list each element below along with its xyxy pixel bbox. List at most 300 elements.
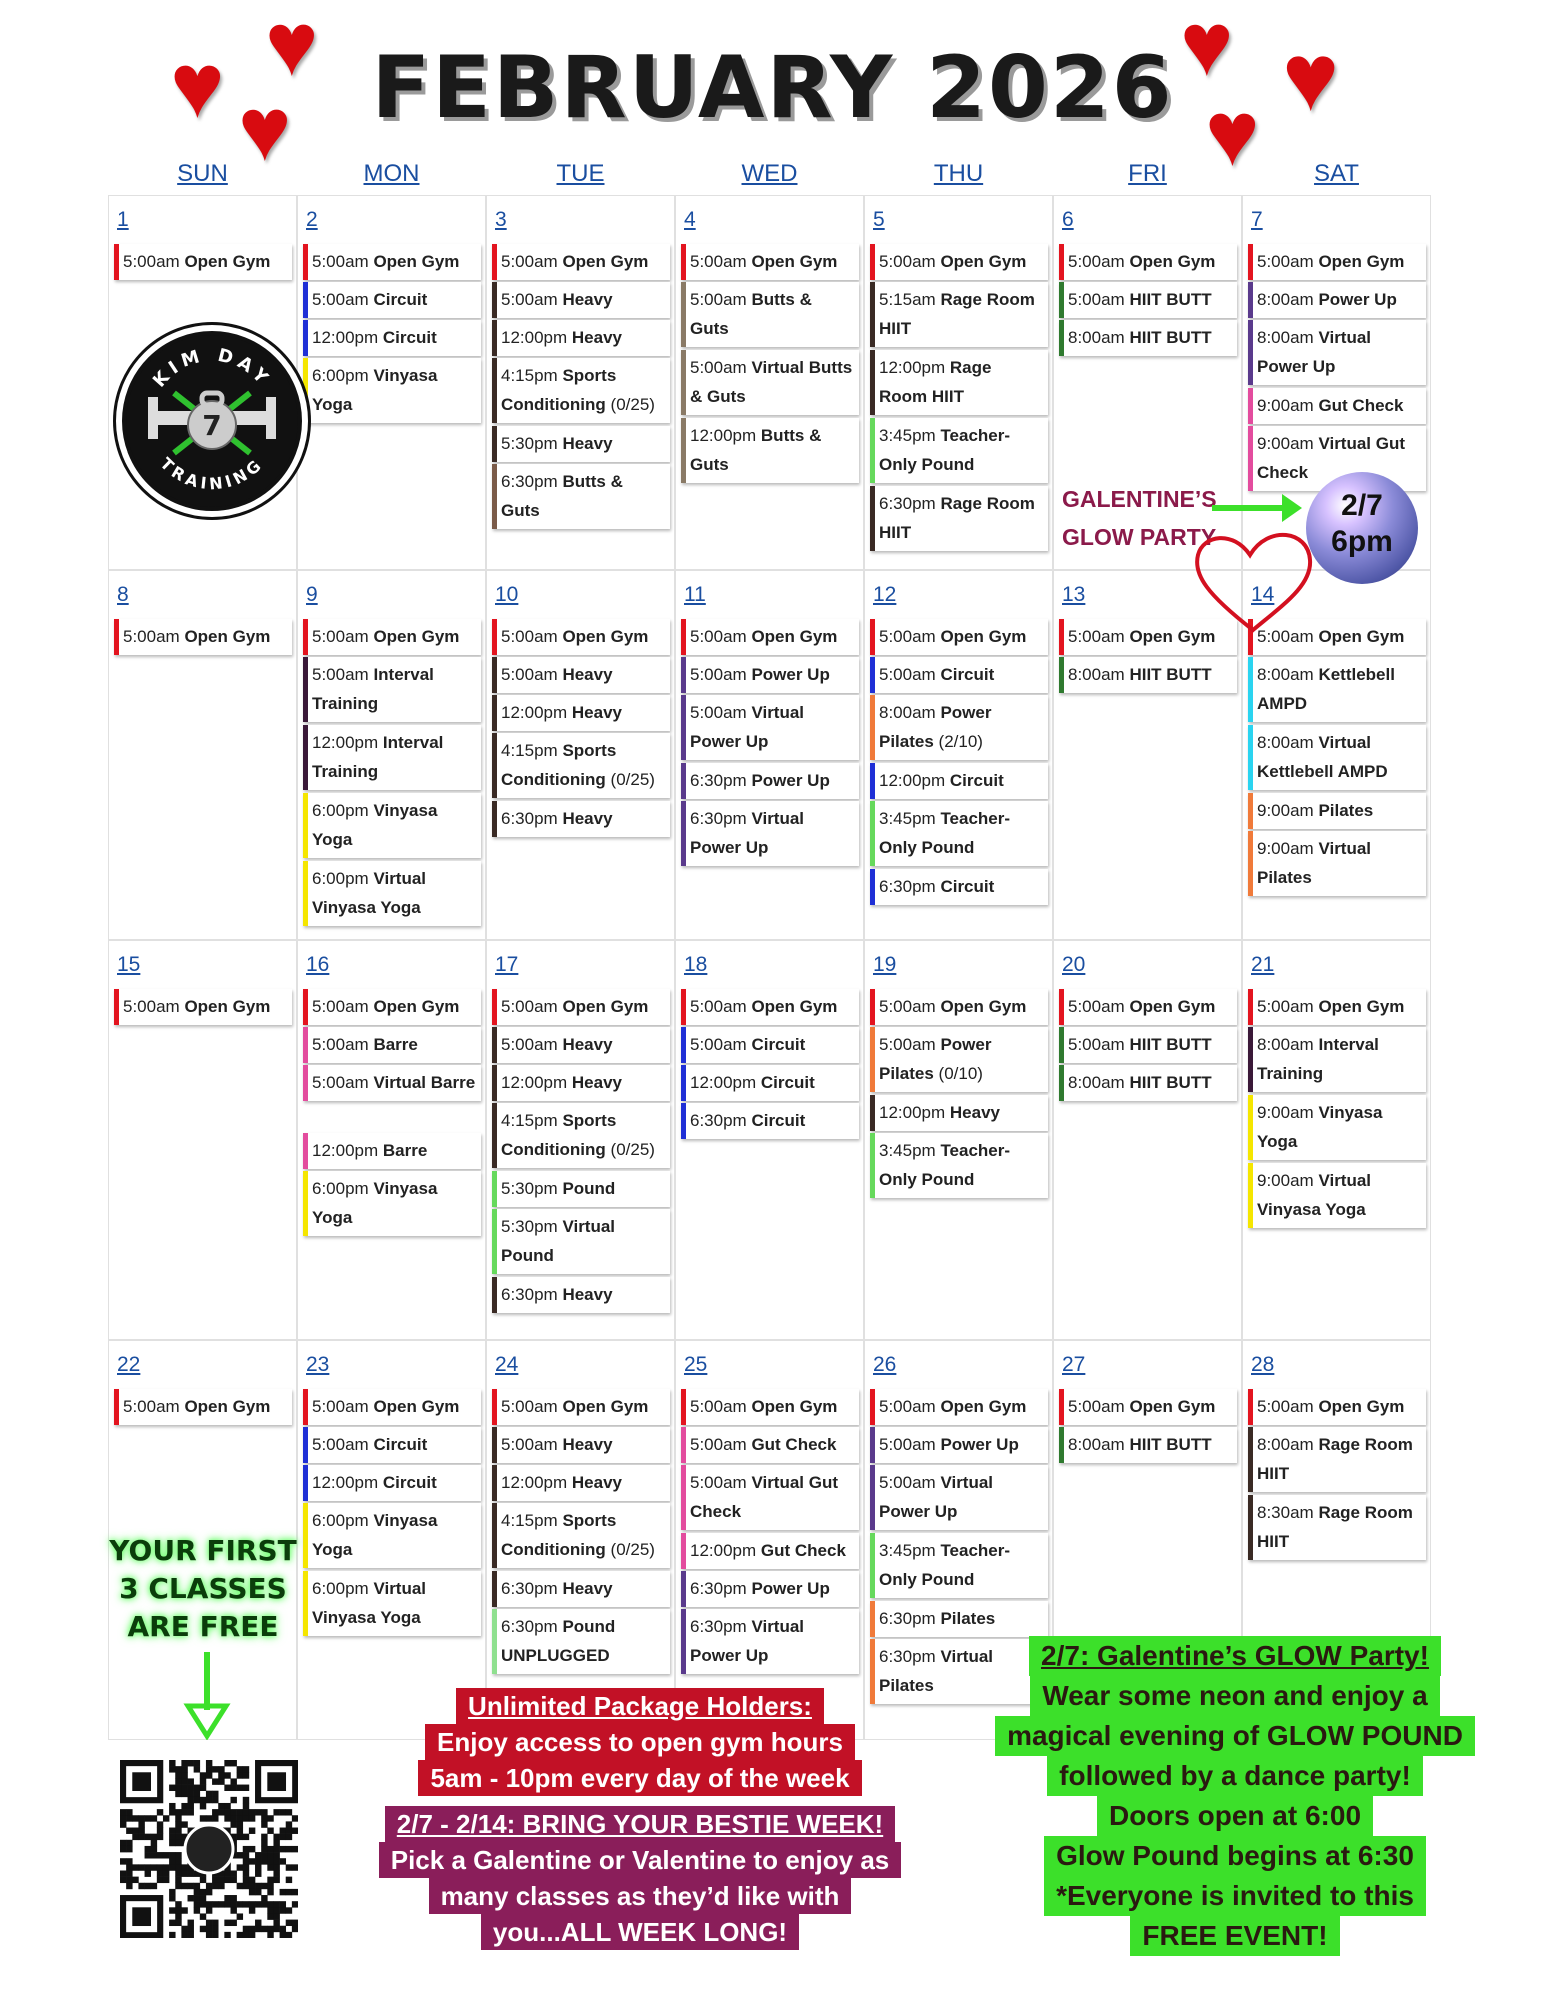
event-capacity: (0/25) [605, 770, 655, 789]
event-time: 4:15pm [501, 1111, 558, 1130]
event-time: 6:30pm [690, 1579, 747, 1598]
event-time: 5:00am [879, 252, 936, 271]
event-name: Sports Conditioning [501, 741, 617, 789]
class-event[interactable] [1248, 1495, 1426, 1560]
day-number[interactable]: 17 [495, 953, 519, 976]
event-time: 8:00am [1257, 290, 1314, 309]
event-name: Heavy [562, 665, 613, 684]
event-time: 5:00am [501, 1035, 558, 1054]
day-number[interactable]: 22 [117, 1353, 141, 1376]
class-event[interactable] [303, 1027, 481, 1063]
class-event[interactable] [492, 733, 670, 798]
day-cell [1053, 940, 1242, 1340]
class-event[interactable] [1248, 831, 1426, 896]
event-time: 5:00am [501, 1435, 558, 1454]
event-time: 8:00am [1257, 733, 1314, 752]
class-event[interactable] [681, 657, 859, 693]
day-number[interactable]: 28 [1251, 1353, 1275, 1376]
class-event[interactable] [1248, 725, 1426, 790]
class-event[interactable] [1059, 989, 1237, 1025]
class-event[interactable] [1248, 320, 1426, 385]
event-name: Interval Training [1257, 1035, 1379, 1083]
event-name: Sports Conditioning [501, 1111, 617, 1159]
event-name: Open Gym [184, 627, 271, 646]
day-number[interactable]: 16 [306, 953, 330, 976]
event-name: Open Gym [373, 252, 460, 271]
event-time: 5:00am [690, 1035, 747, 1054]
event-time: 5:00am [1068, 1035, 1125, 1054]
day-cell [675, 195, 864, 570]
event-time: 5:00am [690, 665, 747, 684]
class-event[interactable] [681, 418, 859, 483]
class-event[interactable] [303, 358, 481, 423]
class-event[interactable] [492, 1171, 670, 1207]
day-number[interactable]: 15 [117, 953, 141, 976]
heart-outline-icon [1188, 520, 1318, 640]
class-event[interactable] [1059, 1065, 1237, 1101]
class-event[interactable] [1059, 282, 1237, 318]
event-time: 5:00am [879, 665, 936, 684]
event-name: Virtual Butts & Guts [690, 358, 853, 406]
class-event[interactable] [870, 763, 1048, 799]
event-time: 9:00am [1257, 801, 1314, 820]
class-event[interactable] [1248, 1027, 1426, 1092]
bestie-banner [360, 1806, 920, 1950]
day-number[interactable]: 8 [117, 583, 129, 606]
class-event[interactable] [681, 619, 859, 655]
class-event[interactable] [1248, 793, 1426, 829]
event-name: Virtual Power Up [879, 1473, 994, 1521]
day-number[interactable]: 25 [684, 1353, 708, 1376]
class-event[interactable] [870, 1095, 1048, 1131]
event-time: 5:00am [312, 665, 369, 684]
event-time: 6:00pm [312, 1511, 369, 1530]
class-event[interactable] [303, 1571, 481, 1636]
class-event[interactable] [870, 801, 1048, 866]
class-event[interactable] [870, 486, 1048, 551]
glow-line: Doors open at 6:00 [1097, 1796, 1373, 1836]
event-time: 5:00am [501, 1397, 558, 1416]
class-event[interactable] [870, 282, 1048, 347]
class-event[interactable] [1248, 1427, 1426, 1492]
event-name: Open Gym [751, 1397, 838, 1416]
class-event[interactable] [303, 989, 481, 1025]
class-event[interactable] [870, 350, 1048, 415]
event-time: 6:30pm [690, 1111, 747, 1130]
day-number[interactable]: 18 [684, 953, 708, 976]
event-time: 5:00am [690, 358, 747, 377]
event-name: Teacher-Only Pound [879, 426, 1011, 474]
event-name: Heavy [562, 1435, 613, 1454]
class-event[interactable] [492, 695, 670, 731]
day-number[interactable]: 19 [873, 953, 897, 976]
class-event[interactable] [681, 244, 859, 280]
event-time: 5:00am [1068, 1397, 1125, 1416]
disco-time: 6pm [1331, 525, 1393, 558]
event-name: Gut Check [751, 1435, 837, 1454]
event-time: 6:00pm [312, 1579, 369, 1598]
event-time: 6:30pm [690, 809, 747, 828]
bestie-heading: 2/7 - 2/14: BRING YOUR BESTIE WEEK! [385, 1806, 895, 1842]
day-number[interactable]: 26 [873, 1353, 897, 1376]
class-event[interactable] [492, 1427, 670, 1463]
class-event[interactable] [492, 1065, 670, 1101]
class-event[interactable] [681, 763, 859, 799]
event-time: 12:00pm [690, 1073, 757, 1092]
event-time: 5:00am [1068, 997, 1125, 1016]
class-event[interactable] [492, 1465, 670, 1501]
weekday-label: SAT [1314, 160, 1359, 187]
class-event[interactable] [1059, 1427, 1237, 1463]
class-event[interactable] [870, 244, 1048, 280]
event-time: 6:00pm [312, 869, 369, 888]
class-event[interactable] [1059, 657, 1237, 693]
event-time: 5:00am [1257, 997, 1314, 1016]
event-name: Circuit [940, 665, 995, 684]
day-cell [864, 940, 1053, 1340]
event-name: Circuit [760, 1073, 815, 1092]
day-number[interactable]: 2 [306, 208, 318, 231]
event-name: Barre [373, 1035, 418, 1054]
class-event[interactable] [492, 1103, 670, 1168]
event-name: Sports Conditioning [501, 1511, 617, 1559]
class-event[interactable] [681, 1103, 859, 1139]
class-event[interactable] [1059, 1389, 1237, 1425]
event-name: Barre [382, 1141, 428, 1160]
event-name: Open Gym [1129, 997, 1216, 1016]
class-event[interactable] [492, 1389, 670, 1425]
day-cell [297, 570, 486, 940]
event-name: Butts & Guts [690, 426, 822, 474]
class-event[interactable] [870, 1027, 1048, 1092]
event-name: Circuit [751, 1111, 806, 1130]
class-event[interactable] [1059, 244, 1237, 280]
class-event[interactable] [492, 1503, 670, 1568]
event-name: Power Pilates [879, 1035, 992, 1083]
event-time: 5:00am [690, 1473, 747, 1492]
day-number[interactable]: 9 [306, 583, 318, 606]
class-event[interactable] [870, 657, 1048, 693]
event-name: Open Gym [373, 997, 460, 1016]
event-time: 5:00am [1257, 252, 1314, 271]
day-number[interactable]: 3 [495, 208, 507, 231]
class-event[interactable] [870, 1533, 1048, 1598]
class-event[interactable] [681, 1533, 859, 1569]
event-time: 5:00am [690, 290, 747, 309]
event-name: Virtual Barre [373, 1073, 476, 1092]
class-event[interactable] [303, 619, 481, 655]
event-time: 12:00pm [879, 358, 946, 377]
class-event[interactable] [870, 1389, 1048, 1425]
event-time: 12:00pm [501, 703, 568, 722]
class-event[interactable] [303, 793, 481, 858]
class-event[interactable] [870, 695, 1048, 760]
event-time: 8:00am [1257, 1435, 1314, 1454]
class-event[interactable] [492, 801, 670, 837]
glow-line: magical evening of GLOW POUND [995, 1716, 1475, 1756]
event-name: Kettlebell AMPD [1257, 665, 1395, 713]
class-event[interactable] [870, 989, 1048, 1025]
event-time: 5:00am [312, 252, 369, 271]
class-event[interactable] [681, 1427, 859, 1463]
class-event[interactable] [681, 282, 859, 347]
class-event[interactable] [870, 418, 1048, 483]
event-time: 5:00am [501, 665, 558, 684]
event-name: Teacher-Only Pound [879, 809, 1011, 857]
class-event[interactable] [492, 1027, 670, 1063]
event-name: Circuit [751, 1035, 806, 1054]
event-time: 12:00pm [312, 328, 379, 347]
event-time: 8:00am [1257, 1035, 1314, 1054]
event-name: Rage Room HIIT [879, 358, 992, 406]
event-time: 12:00pm [312, 1473, 379, 1492]
event-name: Open Gym [1318, 1397, 1405, 1416]
day-cell [675, 570, 864, 940]
event-name: Power Up [1318, 290, 1397, 309]
page-title: FEBRUARY 2026 [371, 38, 1174, 138]
disco-date: 2/7 [1341, 489, 1383, 522]
event-time: 5:00am [1257, 627, 1314, 646]
event-name: Heavy [562, 1285, 613, 1304]
event-time: 6:30pm [501, 1579, 558, 1598]
class-event[interactable] [681, 1027, 859, 1063]
class-event[interactable] [681, 801, 859, 866]
event-time: 5:00am [312, 627, 369, 646]
heart-icon: ♥ [1282, 24, 1339, 131]
class-event[interactable] [681, 350, 859, 415]
event-time: 5:00am [690, 252, 747, 271]
promo-line: 3 CLASSES [119, 1572, 287, 1605]
class-event[interactable] [1248, 1389, 1426, 1425]
heart-icon: ♥ [170, 35, 225, 137]
day-number[interactable]: 4 [684, 208, 696, 231]
class-event[interactable] [303, 861, 481, 926]
class-event[interactable] [303, 1065, 481, 1101]
class-event[interactable] [681, 989, 859, 1025]
day-cell [486, 570, 675, 940]
class-event[interactable] [303, 1171, 481, 1236]
event-name: Open Gym [1318, 627, 1405, 646]
event-time: 12:00pm [312, 1141, 379, 1160]
event-name: Virtual Pound [501, 1217, 616, 1265]
event-name: Sports Conditioning [501, 366, 617, 414]
event-time: 6:30pm [690, 771, 747, 790]
day-cell [297, 940, 486, 1340]
class-event[interactable] [114, 1389, 292, 1425]
event-name: Virtual Vinyasa Yoga [312, 1579, 427, 1627]
logo-bottom-text: TRAINING [156, 453, 268, 494]
event-name: Open Gym [940, 1397, 1027, 1416]
class-event[interactable] [1059, 320, 1237, 356]
event-time: 5:00am [312, 1397, 369, 1416]
event-time: 6:30pm [690, 1617, 747, 1636]
class-event[interactable] [303, 320, 481, 356]
heart-icon: ♥ [1205, 83, 1260, 185]
class-event[interactable] [492, 1277, 670, 1313]
event-time: 3:45pm [879, 1541, 936, 1560]
event-name: Open Gym [940, 627, 1027, 646]
event-time: 12:00pm [690, 1541, 757, 1560]
event-name: Gut Check [1318, 396, 1404, 415]
class-event[interactable] [114, 619, 292, 655]
gym-logo [116, 325, 308, 517]
class-event[interactable] [114, 989, 292, 1025]
class-event[interactable] [681, 1609, 859, 1674]
class-event[interactable] [114, 244, 292, 280]
event-time: 3:45pm [879, 809, 936, 828]
galentine-label-line: GLOW PARTY [1062, 524, 1217, 550]
day-number[interactable]: 23 [306, 1353, 330, 1376]
weekday-label: THU [933, 160, 984, 187]
event-time: 8:00am [1257, 328, 1314, 347]
event-name: Open Gym [751, 997, 838, 1016]
event-time: 3:45pm [879, 426, 936, 445]
class-event[interactable] [303, 1503, 481, 1568]
class-event[interactable] [492, 426, 670, 462]
day-number[interactable]: 1 [117, 208, 129, 231]
day-number[interactable]: 6 [1062, 208, 1074, 231]
event-time: 5:00am [312, 1435, 369, 1454]
event-name: Heavy [571, 1073, 623, 1092]
event-name: Circuit [382, 1473, 437, 1492]
day-cell [486, 1340, 675, 1740]
event-time: 5:00am [879, 1473, 936, 1492]
event-time: 12:00pm [690, 426, 757, 445]
class-event[interactable] [681, 1571, 859, 1607]
event-name: Virtual Power Up [1257, 328, 1372, 376]
event-time: 5:00am [690, 627, 747, 646]
galentine-label-line: GALENTINE’S [1062, 486, 1217, 512]
class-event[interactable] [1248, 657, 1426, 722]
class-event[interactable] [1248, 282, 1426, 318]
class-event[interactable] [1059, 1027, 1237, 1063]
event-name: Open Gym [562, 627, 649, 646]
class-event[interactable] [870, 869, 1048, 905]
event-name: Heavy [562, 434, 613, 453]
class-event[interactable] [492, 244, 670, 280]
day-cell [108, 940, 297, 1340]
day-number[interactable]: 5 [873, 208, 885, 231]
day-number[interactable]: 12 [873, 583, 897, 606]
class-event[interactable] [1248, 989, 1426, 1025]
day-number[interactable]: 20 [1062, 953, 1086, 976]
event-name: Virtual Power Up [690, 1617, 805, 1665]
day-number[interactable]: 24 [495, 1353, 519, 1376]
class-event[interactable] [681, 1465, 859, 1530]
event-time: 9:00am [1257, 1171, 1314, 1190]
event-name: HIIT BUTT [1129, 1435, 1212, 1454]
class-event[interactable] [303, 1389, 481, 1425]
event-time: 6:30pm [879, 494, 936, 513]
event-time: 5:00am [1068, 252, 1125, 271]
class-event[interactable] [1248, 244, 1426, 280]
class-event[interactable] [1248, 1095, 1426, 1160]
class-event[interactable] [870, 619, 1048, 655]
event-time: 5:00am [312, 997, 369, 1016]
day-number[interactable]: 27 [1062, 1353, 1086, 1376]
class-event[interactable] [303, 1427, 481, 1463]
class-event[interactable] [303, 282, 481, 318]
event-name: HIIT BUTT [1129, 328, 1212, 347]
event-time: 12:00pm [879, 1103, 946, 1122]
event-name: Virtual Power Up [690, 809, 805, 857]
class-event[interactable] [303, 244, 481, 280]
class-event[interactable] [492, 282, 670, 318]
class-event[interactable] [492, 619, 670, 655]
class-event[interactable] [870, 1427, 1048, 1463]
class-event[interactable] [1248, 388, 1426, 424]
class-event[interactable] [681, 695, 859, 760]
class-event[interactable] [303, 725, 481, 790]
event-time: 5:15am [879, 290, 936, 309]
class-event[interactable] [492, 358, 670, 423]
event-name: Pound UNPLUGGED [501, 1617, 616, 1665]
class-event[interactable] [1248, 1163, 1426, 1228]
event-name: Heavy [949, 1103, 1001, 1122]
event-time: 5:00am [312, 1073, 369, 1092]
event-capacity: (0/25) [605, 1540, 655, 1559]
day-number[interactable]: 13 [1062, 583, 1086, 606]
day-number[interactable]: 11 [684, 583, 706, 606]
event-time: 9:00am [1257, 434, 1314, 453]
day-number[interactable]: 14 [1251, 583, 1275, 606]
class-event[interactable] [870, 1465, 1048, 1530]
event-name: Vinyasa Yoga [1257, 1103, 1383, 1151]
event-name: Heavy [562, 809, 613, 828]
event-name: Open Gym [1318, 252, 1405, 271]
day-number[interactable]: 7 [1251, 208, 1263, 231]
event-name: Heavy [562, 290, 613, 309]
class-event[interactable] [492, 320, 670, 356]
class-event[interactable] [870, 1133, 1048, 1198]
class-event[interactable] [492, 464, 670, 529]
event-name: HIIT BUTT [1129, 665, 1212, 684]
class-event[interactable] [492, 1571, 670, 1607]
bestie-line: many classes as they’d like with [429, 1878, 852, 1914]
class-event[interactable] [492, 989, 670, 1025]
event-time: 5:00am [690, 1435, 747, 1454]
event-name: Power Pilates [879, 703, 992, 751]
event-name: Open Gym [751, 627, 838, 646]
event-time: 5:00am [123, 627, 180, 646]
day-cell [675, 1340, 864, 1740]
class-event[interactable] [681, 1389, 859, 1425]
class-event[interactable] [303, 657, 481, 722]
heart-icon: ♥ [238, 80, 292, 180]
free-classes-promo [88, 1532, 318, 1646]
class-event[interactable] [303, 1465, 481, 1501]
qr-code[interactable] [120, 1760, 298, 1938]
event-name: Circuit [949, 771, 1004, 790]
class-event[interactable] [492, 657, 670, 693]
event-time: 5:00am [879, 1435, 936, 1454]
day-cell [297, 1340, 486, 1740]
event-name: Open Gym [562, 997, 649, 1016]
weekday-label: SUN [177, 160, 228, 187]
class-event[interactable] [681, 1065, 859, 1101]
day-number[interactable]: 21 [1251, 953, 1275, 976]
event-time: 5:00am [879, 1397, 936, 1416]
event-time: 9:00am [1257, 1103, 1314, 1122]
class-event[interactable] [492, 1209, 670, 1274]
class-event[interactable] [303, 1133, 481, 1169]
event-name: Pilates [1318, 801, 1374, 820]
event-time: 12:00pm [879, 771, 946, 790]
class-event[interactable] [492, 1609, 670, 1674]
event-name: Virtual Gut Check [690, 1473, 839, 1521]
class-event[interactable] [870, 1601, 1048, 1637]
day-number[interactable]: 10 [495, 583, 519, 606]
